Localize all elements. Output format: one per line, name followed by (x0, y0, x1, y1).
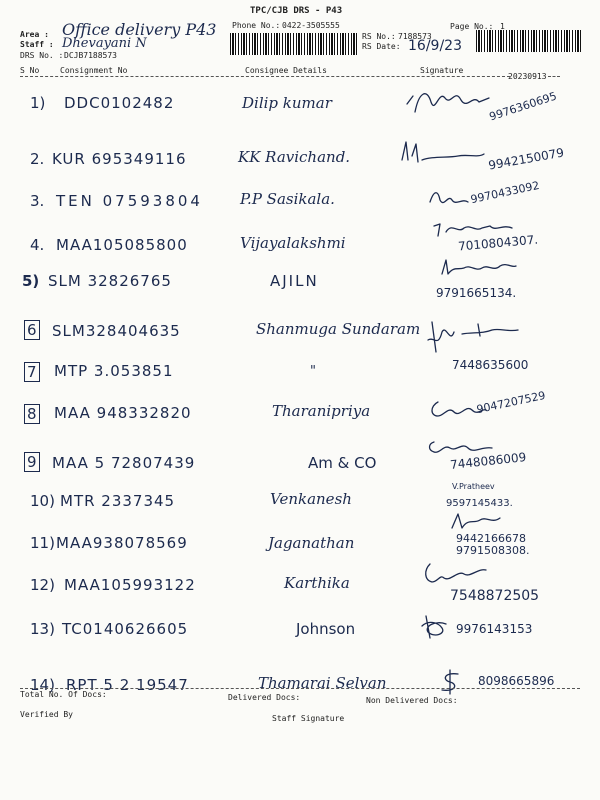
area-value: Office delivery P43 (62, 20, 217, 39)
total-docs-label: Total No. Of Docs: (20, 690, 107, 699)
row-number: 5) (22, 272, 40, 290)
row-number: 7 (24, 362, 40, 382)
consignee-name: Thamarai Selvan (258, 674, 387, 692)
phone-number: 9597145433. (446, 498, 513, 509)
phone-number: 9942150079 (487, 145, 565, 173)
signature-13 (420, 612, 450, 642)
row-number: 6 (24, 320, 40, 340)
consignment-no: MTR 2337345 (60, 492, 176, 510)
rs-no-value: 7188573 (398, 32, 432, 41)
consignee-name: Shanmuga Sundaram (256, 320, 421, 338)
barcode-right (476, 30, 581, 52)
phone-number: 9791665134. (436, 286, 517, 300)
page-no-label: Page No.: (450, 22, 494, 31)
delivered-docs-label: Delivered Docs: (228, 693, 301, 702)
row-number: 8 (24, 404, 40, 424)
verified-by-label: Verified By (20, 710, 73, 719)
consignee-ditto: " (310, 364, 316, 379)
drs-label: DRS No. : (20, 51, 64, 60)
footer-divider (20, 688, 580, 689)
consignment-no: RPT 5 2 19547 (66, 676, 189, 694)
rs-no-label: RS No.: (362, 32, 396, 41)
row-number: 3. (30, 192, 45, 210)
consignee-name: Karthika (284, 574, 350, 592)
consignee-name: Am & CO (308, 454, 377, 472)
row-number: 11) (30, 534, 55, 552)
phone-number: 7548872505 (450, 588, 540, 604)
row-number: 13) (30, 620, 55, 638)
phone-number: 7448635600 (452, 358, 529, 372)
header-divider (20, 76, 510, 77)
signature-name: V.Pratheev (452, 482, 495, 491)
row-number: 10) (30, 492, 55, 510)
signature-1 (405, 84, 495, 118)
row-number: 1) (30, 94, 46, 112)
consignee-name: Dilip kumar (242, 94, 332, 112)
page-title: TPC/CJB DRS - P43 (250, 6, 343, 16)
consignment-no: SLM 32826765 (48, 272, 172, 290)
phone-number-secondary: 9791508308. (456, 544, 530, 557)
consignment-no: KUR 695349116 (52, 150, 187, 168)
signature-3 (428, 186, 472, 210)
phone-value: 0422-3505555 (282, 21, 340, 30)
staff-signature-label: Staff Signature (272, 714, 345, 723)
phone-number: 9047207529 (475, 388, 547, 417)
consignee-name: KK Ravichand. (238, 148, 351, 166)
col-signature: Signature (420, 66, 464, 75)
signature-14 (438, 670, 464, 694)
row-number: 9 (24, 452, 40, 472)
consignment-no: MAA 5 72807439 (52, 454, 196, 472)
drs-value: DCJB7188573 (64, 51, 117, 60)
phone-number: 9970433092 (469, 178, 541, 207)
signature-6 (422, 318, 522, 358)
signature-2 (398, 138, 488, 168)
signature-10 (448, 510, 508, 534)
phone-number: 9976143153 (456, 622, 533, 636)
consignee-name: Jaganathan (268, 534, 355, 552)
staff-label: Staff : (20, 40, 54, 49)
row-number: 14) (30, 676, 55, 694)
phone-number: 8098665896 (478, 674, 555, 688)
phone-label: Phone No.: (232, 21, 281, 30)
non-delivered-docs-label: Non Delivered Docs: (366, 696, 458, 705)
signature-12 (420, 560, 490, 588)
date-stamp: 20230913 (508, 72, 547, 81)
phone-number: 7448086009 (449, 450, 527, 472)
phone-number: 9976360695 (487, 89, 559, 124)
signature-5 (440, 256, 520, 280)
consignee-name: Vijayalakshmi (240, 234, 346, 252)
col-sno: S No (20, 66, 40, 75)
consignment-no: MAA 948332820 (54, 404, 192, 422)
area-label: Area : (20, 30, 49, 39)
col-consignment: Consignment No (60, 66, 128, 75)
consignment-no: MAA938078569 (56, 534, 188, 552)
consignment-no: MAA105085800 (56, 236, 188, 254)
row-number: 2. (30, 150, 45, 168)
page-no-value: 1 (500, 22, 505, 31)
consignment-no: TC0140626605 (62, 620, 189, 638)
phone-number: 7010804307. (457, 232, 539, 254)
col-consignee: Consignee Details (245, 66, 327, 75)
consignee-name: P.P Sasikala. (240, 190, 335, 208)
phone-number: 9442166678 (456, 532, 526, 545)
rs-date-value: 16/9/23 (408, 38, 462, 54)
consignee-name: Johnson (296, 620, 356, 638)
consignment-no: SLM328404635 (52, 322, 181, 340)
consignee-name: Tharanipriya (272, 402, 371, 420)
row-number: 4. (30, 236, 45, 254)
rs-date-label: RS Date: (362, 42, 401, 51)
consignee-name: Venkanesh (270, 490, 352, 508)
consignee-name: AJILN (270, 272, 319, 290)
consignment-no: TEN 07593804 (56, 192, 203, 210)
consignment-no: DDC0102482 (64, 94, 175, 112)
row-number: 12) (30, 576, 55, 594)
staff-value: Dhevayani N (62, 36, 147, 51)
consignment-no: MTP 3.053851 (54, 362, 174, 380)
barcode-left (230, 33, 358, 55)
consignment-no: MAA105993122 (64, 576, 196, 594)
